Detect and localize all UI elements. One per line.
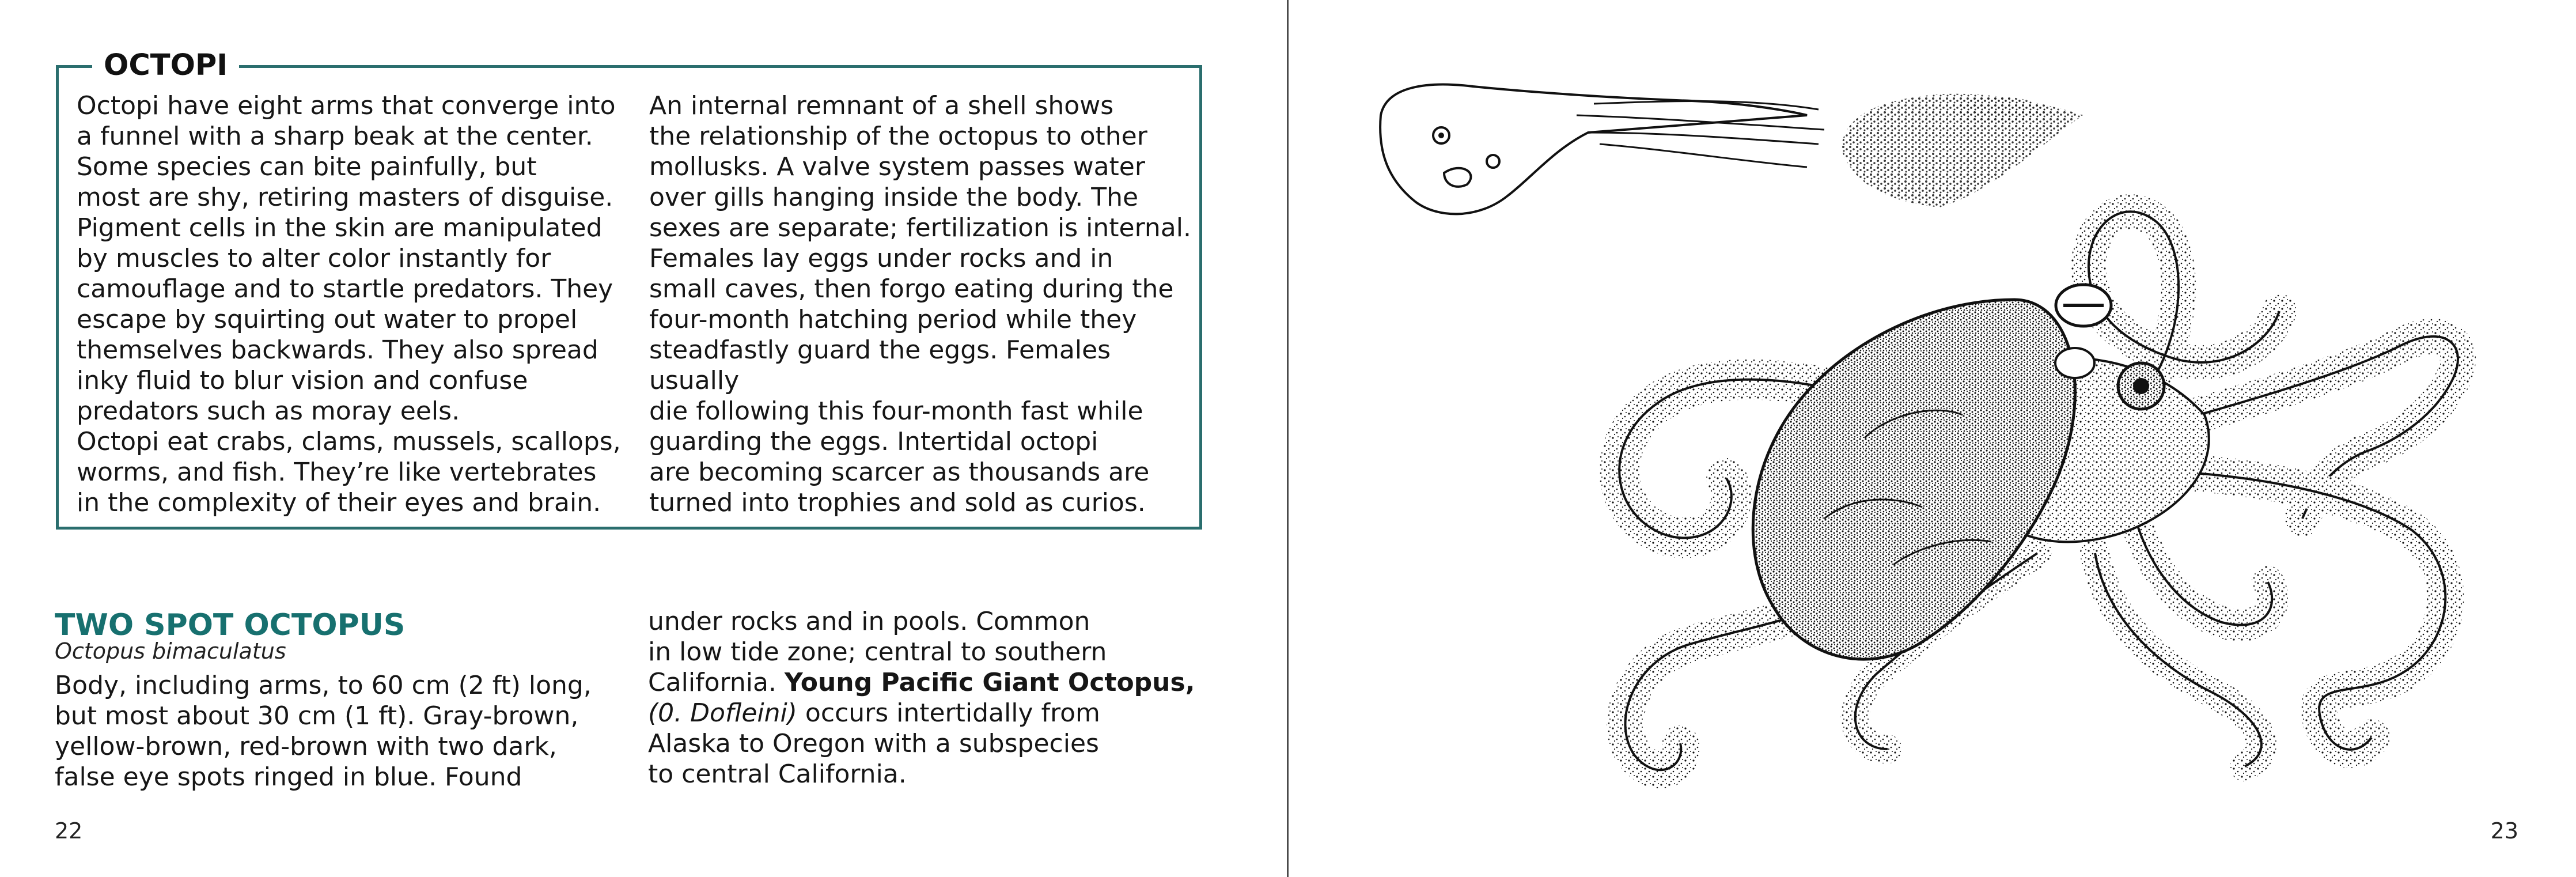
text-line: to central California.: [648, 759, 907, 789]
text-line: most are shy, retiring masters of disguise.: [77, 183, 613, 212]
text-line: [648, 698, 1218, 728]
species-title: TWO SPOT OCTOPUS: [55, 608, 406, 642]
text-line: die following this four-month fast while: [649, 396, 1143, 426]
octopi-info-box: [56, 48, 1202, 530]
text-line: the relationship of the octopus to other: [649, 122, 1147, 151]
text-line: worms, and fish. They’re like vertebrates: [77, 458, 597, 487]
text-line: Octopi have eight arms that converge into: [77, 91, 616, 120]
text-line: guarding the eggs. Intertidal octopi: [649, 427, 1098, 456]
box-column-1: [77, 90, 627, 518]
text-line: in low tide zone; central to southern: [648, 637, 1107, 667]
text-line: but most about 30 cm (1 ft). Gray-brown,: [55, 701, 579, 731]
text-line: Pigment cells in the skin are manipulated: [77, 213, 603, 243]
text-line: mollusks. A valve system passes water: [649, 152, 1145, 182]
text-line: a funnel with a sharp beak at the center.: [77, 122, 593, 151]
species-column-2: [648, 606, 1218, 789]
text-line: Alaska to Oregon with a subspecies: [648, 729, 1099, 758]
text-line: escape by squirting out water to propel: [77, 305, 578, 334]
small-octopus-drawing: [1380, 85, 2083, 214]
right-page: [1289, 0, 2576, 877]
text-line: camouflage and to startle predators. They: [77, 274, 613, 304]
text-line: are becoming scarcer as thousands are: [649, 458, 1150, 487]
text-line: Some species can bite painfully, but: [77, 152, 537, 182]
text-line: [648, 667, 1218, 698]
box-title: OCTOPI: [92, 50, 239, 82]
text-line: turned into trophies and sold as curios.: [649, 488, 1146, 517]
page-number-right: 23: [2490, 818, 2518, 844]
text-line: four-month hatching period while they: [649, 305, 1137, 334]
text-line: Females lay eggs under rocks and in: [649, 244, 1113, 273]
text-line: predators such as moray eels.: [77, 396, 460, 426]
text-line: steadfastly guard the eggs. Females usually: [649, 335, 1111, 395]
text-line: sexes are separate; fertilization is internal.: [649, 213, 1191, 243]
related-species-scientific: (0. Dofleini): [648, 698, 797, 728]
page-number-left: 22: [55, 818, 83, 844]
text-line: false eye spots ringed in blue. Found: [55, 762, 522, 792]
species-column-1: [55, 670, 625, 792]
text-line: under rocks and in pools. Common: [648, 607, 1090, 636]
octopus-illustration: [1289, 0, 2576, 877]
left-page: [0, 0, 1287, 877]
text-run: occurs intertidally from: [797, 698, 1100, 728]
text-line: yellow-brown, red-brown with two dark,: [55, 732, 557, 761]
related-species-name: Young Pacific Giant Octopus,: [784, 668, 1195, 697]
species-scientific-name: Octopus bimaculatus: [55, 638, 286, 664]
large-octopus-drawing: [1619, 211, 2458, 770]
text-line: An internal remnant of a shell shows: [649, 91, 1114, 120]
text-line: themselves backwards. They also spread: [77, 335, 598, 365]
box-column-2: [649, 90, 1199, 518]
text-line: Body, including arms, to 60 cm (2 ft) long,: [55, 671, 592, 700]
text-line: Octopi eat crabs, clams, mussels, scallops,: [77, 427, 621, 456]
text-run: California.: [648, 668, 785, 697]
text-line: by muscles to alter color instantly for: [77, 244, 551, 273]
text-line: in the complexity of their eyes and brain.: [77, 488, 601, 517]
text-line: over gills hanging inside the body. The: [649, 183, 1139, 212]
text-line: small caves, then forgo eating during the: [649, 274, 1174, 304]
text-line: inky fluid to blur vision and confuse: [77, 366, 528, 395]
